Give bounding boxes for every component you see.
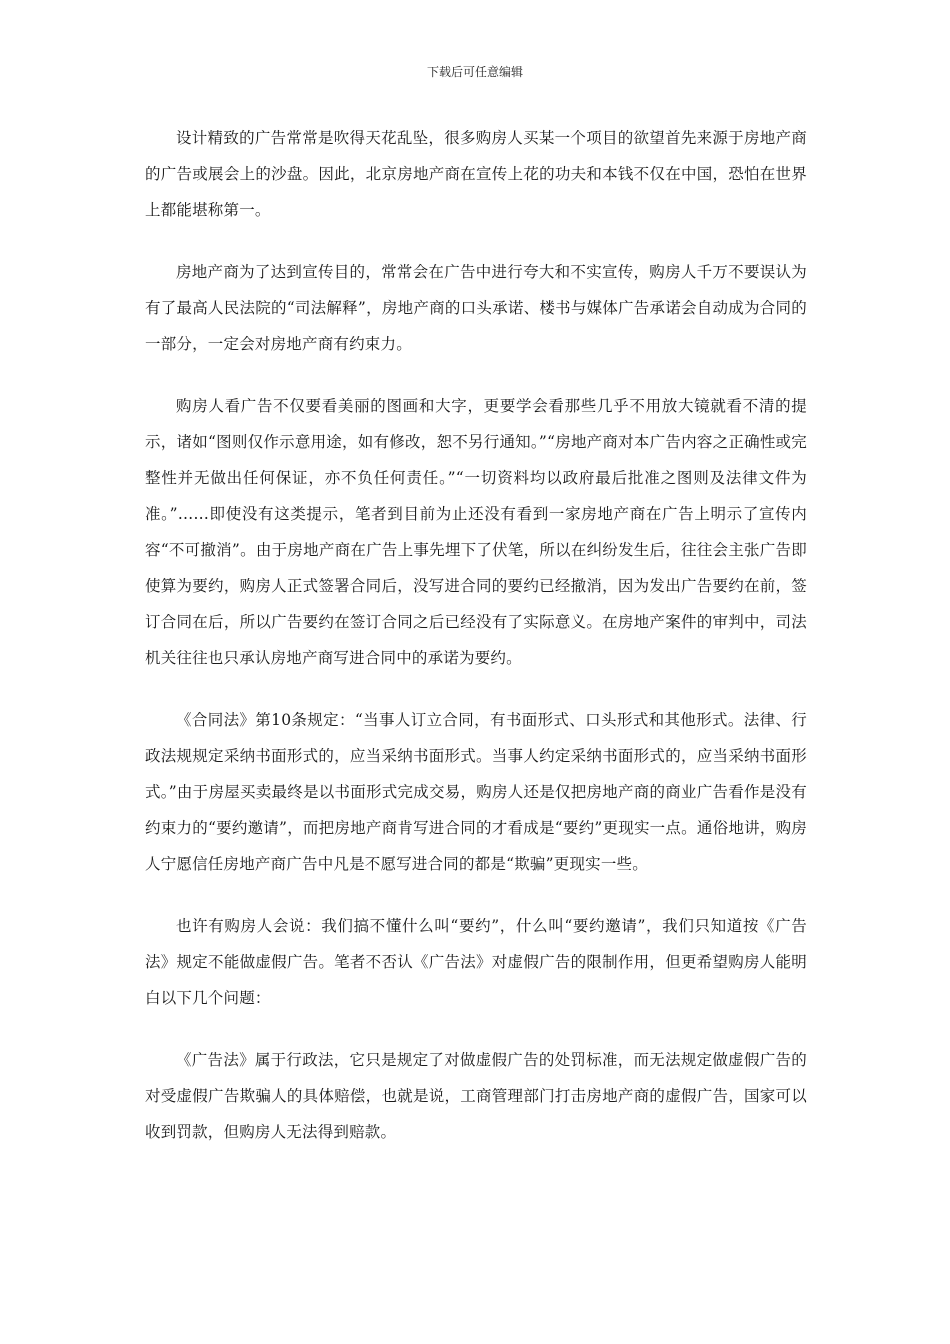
paragraph: 《广告法》属于行政法，它只是规定了对做虚假广告的处罚标准，而无法规定做虚假广告的对受虚假广告欺骗人的具体赔偿，也就是说，工商管理部门打击房地产商的虚假广告，国家可以收到罚款，但购房人无法得到赔款。 [145, 1051, 807, 1141]
paragraph: 设计精致的广告常常是吹得天花乱坠，很多购房人买某一个项目的欲望首先来源于房地产商的广告或展会上的沙盘。因此，北京房地产商在宣传上花的功夫和本钱不仅在中国，恐怕在世界上都能堪称第一。 [145, 129, 807, 219]
paragraph: 房地产商为了达到宣传目的，常常会在广告中进行夸大和不实宣传，购房人千万不要误认为有了最高人民法院的“司法解释”，房地产商的口头承诺、楼书与媒体广告承诺会自动成为合同的一部分，一定会对房地产商有约束力。 [145, 263, 807, 353]
document-body [145, 120, 807, 1176]
paragraph: 购房人看广告不仅要看美丽的图画和大字，更要学会看那些几乎不用放大镜就看不清的提示，诸如“图则仅作示意用途，如有修改，恕不另行通知。”“房地产商对本广告内容之正确性或完整性并无做出任何保证，亦不负任何责任。”“一切资料均以政府最后批准之图则及法律文件为准。”……即使没有这类提示，笔者到目前为止还没有看到一家房地产商在广告上明示了宣传内容“不可撤消”。由于房地产商在广告上事先埋下了伏笔，所以在纠纷发生后，往往会主张广告即使算为要约，购房人正式签署合同后，没写进合同的要约已经撤消，因为发出广告要约在前，签订合同在后，所以广告要约在签订合同之后已经没有了实际意义。在房地产案件的审判中，司法机关往往也只承认房地产商写进合同中的承诺为要约。 [145, 397, 807, 667]
paragraph: 也许有购房人会说：我们搞不懂什么叫“要约”，什么叫“要约邀请”，我们只知道按《广告法》规定不能做虚假广告。笔者不否认《广告法》对虚假广告的限制作用，但更希望购房人能明白以下几个问题： [145, 917, 807, 1007]
paragraph: 《合同法》第10条规定：“当事人订立合同，有书面形式、口头形式和其他形式。法律、行政法规规定采纳书面形式的，应当采纳书面形式。当事人约定采纳书面形式的，应当采纳书面形式。”由于房屋买卖最终是以书面形式完成交易，购房人还是仅把房地产商的商业广告看作是没有约束力的“要约邀请”，而把房地产商肯写进合同的才看成是“要约”更现实一点。通俗地讲，购房人宁愿信任房地产商广告中凡是不愿写进合同的都是“欺骗”更现实一些。 [145, 711, 807, 873]
page-header: 下载后可任意编辑 [426, 65, 523, 79]
